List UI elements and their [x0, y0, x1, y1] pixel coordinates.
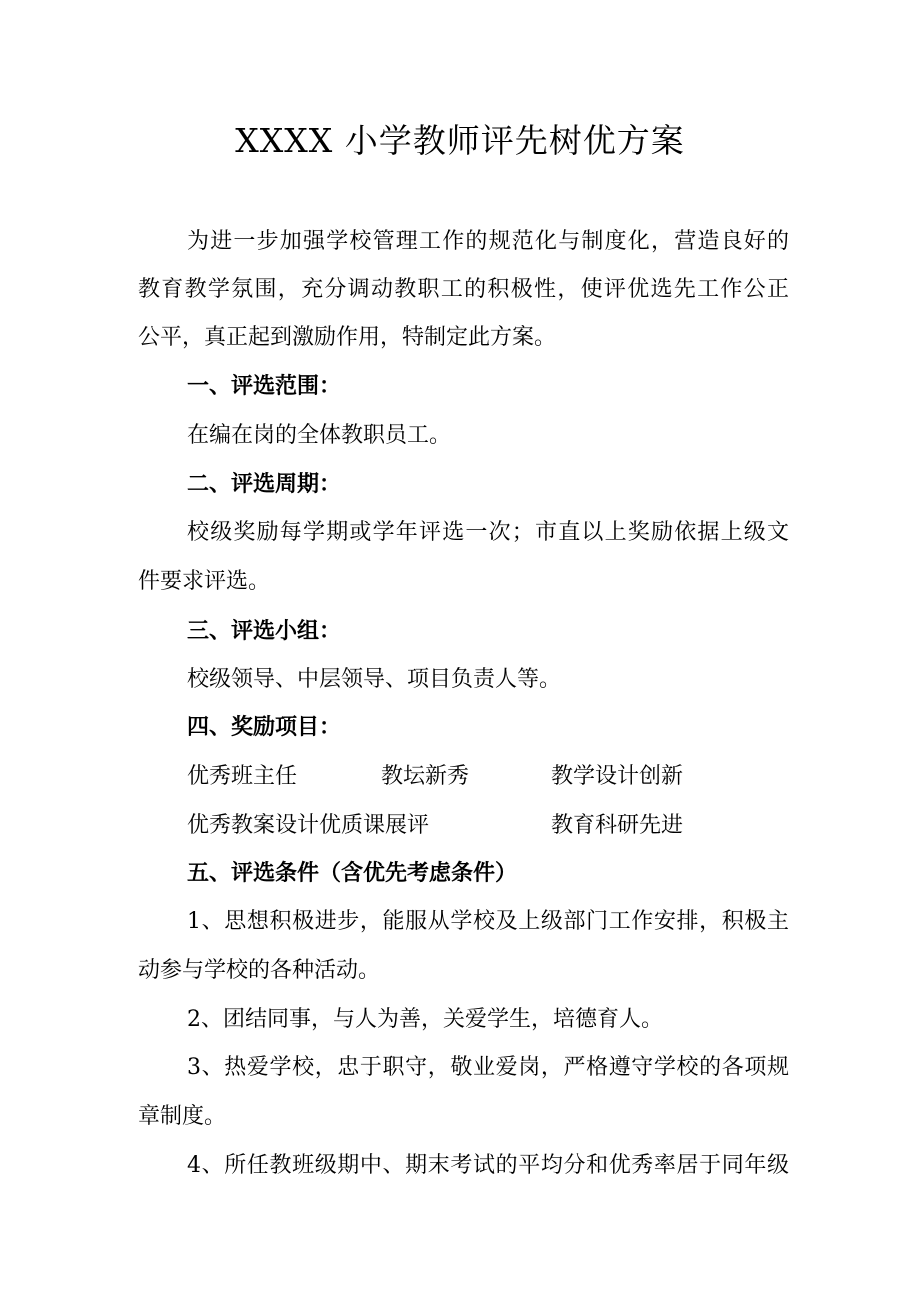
criteria-item-3-line-2: 章制度。	[138, 1104, 227, 1129]
award-item: 教坛新秀	[381, 764, 470, 789]
section-heading-awards: 四、奖励项目：	[187, 715, 342, 740]
intro-line-2: 教育教学氛围，充分调动教职工的积极性，使评优选先工作公正	[138, 277, 789, 302]
award-item: 优秀班主任	[187, 764, 298, 789]
section-text-cycle-line-1: 校级奖励每学期或学年评选一次；市直以上奖励依据上级文	[187, 520, 789, 545]
award-item: 优秀教案设计优质课展评	[187, 813, 430, 838]
document-title: XXXX 小学教师评先树优方案	[235, 121, 685, 160]
criteria-item-1-line-1: 1、思想积极进步，能服从学校及上级部门工作安排，积极主	[187, 909, 789, 934]
section-heading-scope: 一、评选范围：	[187, 374, 342, 399]
section-text-scope: 在编在岗的全体教职员工。	[187, 423, 452, 448]
criteria-item-4-line-1: 4、所任教班级期中、期末考试的平均分和优秀率居于同年级	[187, 1153, 789, 1178]
section-heading-panel: 三、评选小组：	[187, 619, 342, 644]
section-text-panel: 校级领导、中层领导、项目负责人等。	[187, 667, 562, 692]
section-text-cycle-line-2: 件要求评选。	[138, 569, 271, 594]
section-heading-cycle: 二、评选周期：	[187, 472, 342, 497]
criteria-item-3-line-1: 3、热爱学校，忠于职守，敬业爱岗，严格遵守学校的各项规	[187, 1055, 789, 1080]
criteria-item-1-line-2: 动参与学校的各种活动。	[138, 958, 381, 983]
intro-line-1: 为进一步加强学校管理工作的规范化与制度化，营造良好的	[187, 229, 789, 254]
criteria-item-2: 2、团结同事，与人为善，关爱学生，培德育人。	[187, 1007, 663, 1032]
award-item: 教学设计创新	[551, 764, 684, 789]
award-item: 教育科研先进	[551, 813, 684, 838]
intro-line-3: 公平，真正起到激励作用，特制定此方案。	[138, 325, 557, 350]
section-heading-criteria: 五、评选条件（含优先考虑条件）	[187, 861, 518, 886]
